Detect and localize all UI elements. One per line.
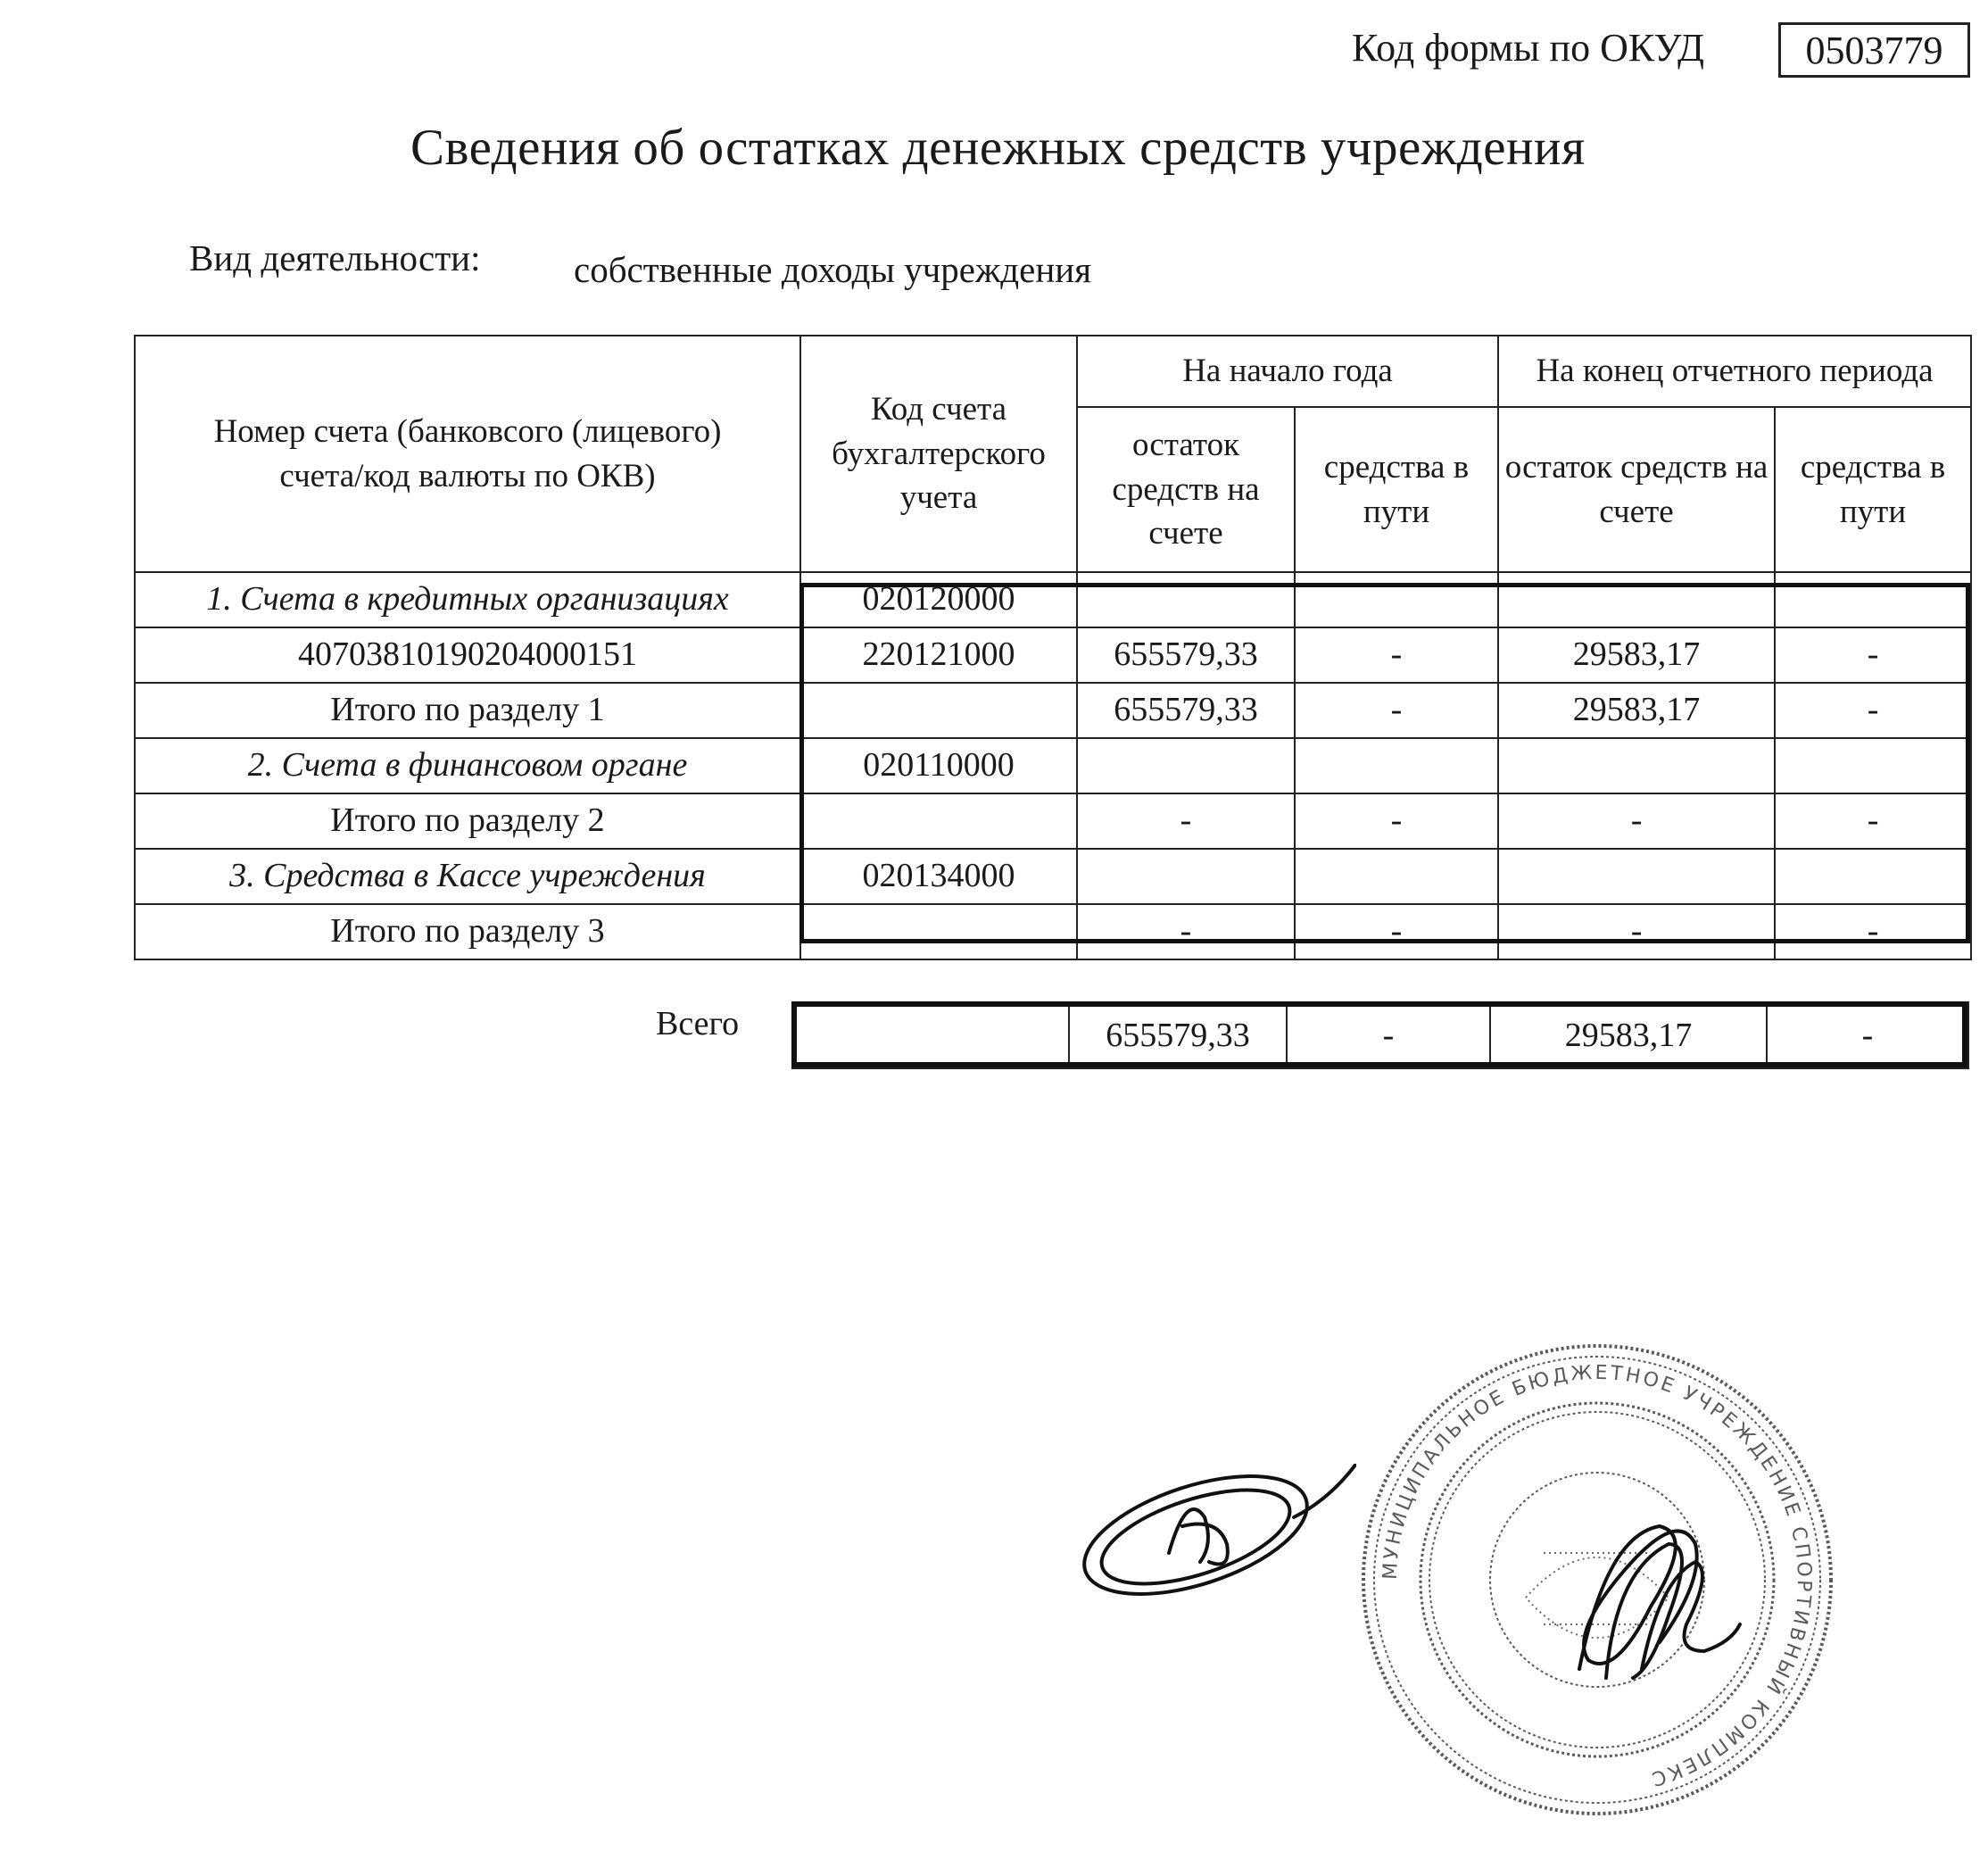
table-row (135, 738, 1971, 793)
activity-label: Вид деятельности: (189, 237, 481, 278)
row-code (800, 683, 1077, 738)
row-end-transit (1775, 572, 1971, 627)
row-code: 020134000 (800, 849, 1077, 904)
stamp-ring-text: МУНИЦИПАЛЬНОЕ БЮДЖЕТНОЕ УЧРЕЖДЕНИЕ СПОРТИВНЫЙ КОМПЛЕКС (1379, 1361, 1816, 1791)
row-start-balance: - (1077, 793, 1295, 849)
table-row (135, 793, 1971, 849)
header-start-of-year: На начало года (1077, 336, 1498, 407)
table-row (135, 849, 1971, 904)
row-name: 2. Счета в финансовом органе (135, 738, 800, 793)
header-start-transit: средства в пути (1295, 407, 1498, 572)
row-start-balance: - (1077, 904, 1295, 959)
row-name: 3. Средства в Кассе учреждения (135, 849, 800, 904)
row-end-balance (1498, 572, 1775, 627)
row-code: 020110000 (800, 738, 1077, 793)
table-header-row (135, 336, 1971, 407)
row-end-transit (1775, 738, 1971, 793)
activity-value: собственные доходы учреждения (574, 249, 1092, 290)
row-code: 220121000 (800, 627, 1077, 683)
row-end-balance: 29583,17 (1498, 627, 1775, 683)
row-end-balance (1498, 738, 1775, 793)
row-code: 020120000 (800, 572, 1077, 627)
header-account-code: Код счета бухгалтерского учета (800, 336, 1077, 572)
row-start-transit (1295, 738, 1498, 793)
row-end-balance (1498, 849, 1775, 904)
header-account-number: Номер счета (банковсого (лицевого) счета/код валюты по ОКВ) (135, 336, 800, 572)
total-end-transit: - (1767, 1002, 1968, 1068)
row-start-balance (1077, 738, 1295, 793)
signature-left (1071, 1464, 1356, 1598)
row-start-transit: - (1295, 683, 1498, 738)
row-end-balance: - (1498, 793, 1775, 849)
row-name: 40703810190204000151 (135, 627, 800, 683)
table-row (135, 627, 1971, 683)
total-code (792, 1002, 1069, 1068)
row-end-transit: - (1775, 904, 1971, 959)
row-code (800, 793, 1077, 849)
row-start-balance (1077, 849, 1295, 904)
row-start-transit (1295, 572, 1498, 627)
row-name: Итого по разделу 3 (135, 904, 800, 959)
total-row (792, 1002, 1968, 1068)
table-row (135, 572, 1971, 627)
total-start-transit: - (1287, 1002, 1490, 1068)
total-start-balance: 655579,33 (1069, 1002, 1287, 1068)
row-name: Итого по разделу 2 (135, 793, 800, 849)
row-end-transit: - (1775, 683, 1971, 738)
row-name: Итого по разделу 1 (135, 683, 800, 738)
row-start-balance: 655579,33 (1077, 683, 1295, 738)
row-end-balance: 29583,17 (1498, 683, 1775, 738)
header-end-of-period: На конец отчетного периода (1498, 336, 1971, 407)
total-label: Всего (656, 1005, 740, 1042)
row-start-transit: - (1295, 904, 1498, 959)
row-start-balance: 655579,33 (1077, 627, 1295, 683)
header-end-transit: средства в пути (1775, 407, 1971, 572)
table-row (135, 904, 1971, 959)
signature-right (1544, 1499, 1749, 1705)
document-title: Сведения об остатках денежных средств учреждения (410, 120, 1586, 176)
balances-table (134, 335, 1972, 960)
row-name: 1. Счета в кредитных организациях (135, 572, 800, 627)
table-row (135, 683, 1971, 738)
row-start-transit: - (1295, 627, 1498, 683)
total-table (791, 1001, 1969, 1069)
row-end-transit: - (1775, 627, 1971, 683)
row-end-transit (1775, 849, 1971, 904)
row-code (800, 904, 1077, 959)
row-start-balance (1077, 572, 1295, 627)
row-end-balance: - (1498, 904, 1775, 959)
row-start-transit: - (1295, 793, 1498, 849)
row-start-transit (1295, 849, 1498, 904)
okud-label: Код формы по ОКУД (1352, 26, 1705, 70)
total-end-balance: 29583,17 (1490, 1002, 1767, 1068)
okud-code-box: 0503779 (1778, 22, 1970, 78)
header-end-balance: остаток средств на счете (1498, 407, 1775, 572)
row-end-transit: - (1775, 793, 1971, 849)
header-start-balance: остаток средств на счете (1077, 407, 1295, 572)
